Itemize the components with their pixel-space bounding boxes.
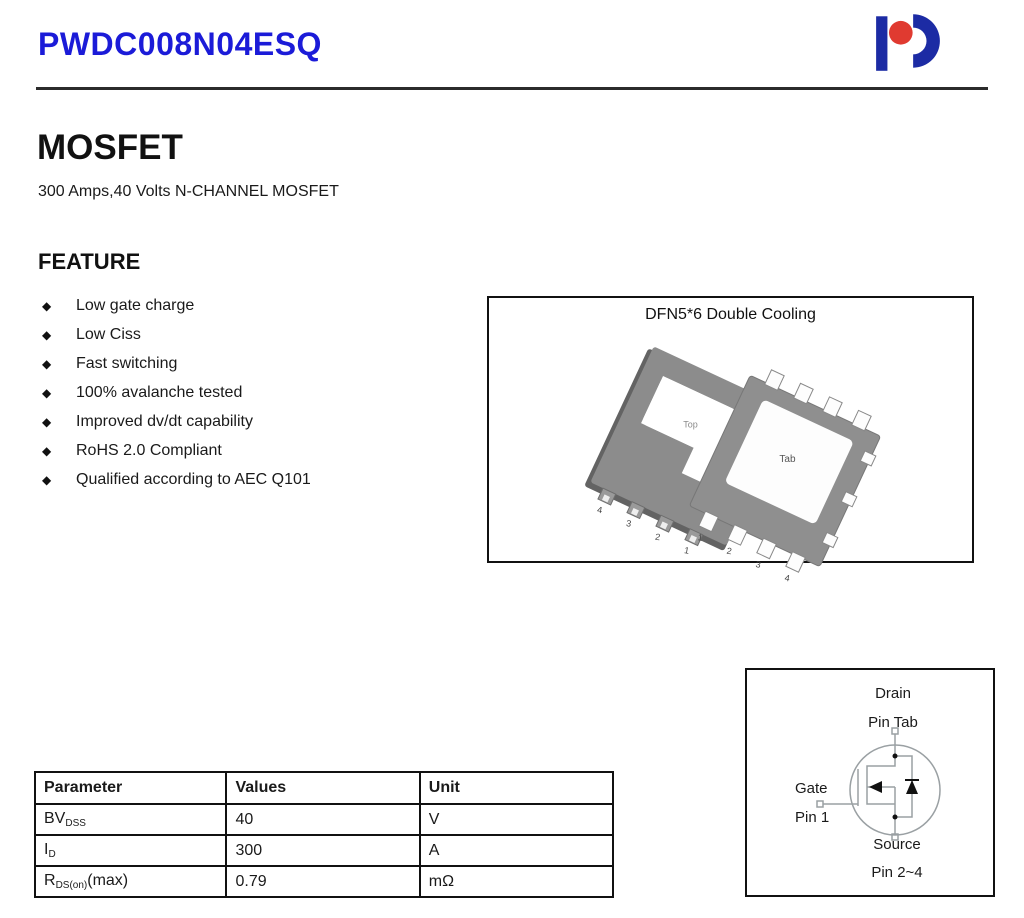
part-number-title: PWDC008N04ESQ bbox=[38, 26, 322, 62]
col-header-values: Values bbox=[226, 772, 419, 804]
parameter-subscript: DSS bbox=[65, 818, 86, 829]
col-header-unit: Unit bbox=[420, 772, 613, 804]
drain-pin-label: Pin Tab bbox=[868, 714, 918, 731]
feature-item bbox=[42, 442, 462, 471]
package-drawing bbox=[489, 328, 972, 584]
package-figure-box bbox=[487, 296, 974, 584]
diamond-bullet-icon: ◆ bbox=[42, 415, 52, 429]
pin-number: 3 bbox=[625, 518, 633, 529]
feature-item bbox=[42, 471, 462, 500]
feature-item-label: Low gate charge bbox=[76, 297, 195, 314]
package-figure-title: DFN5*6 Double Cooling bbox=[645, 306, 816, 323]
diamond-bullet-icon: ◆ bbox=[42, 473, 52, 487]
feature-item-label: Fast switching bbox=[76, 355, 178, 372]
mosfet-symbol-drawing bbox=[747, 670, 993, 895]
source-label: Source bbox=[873, 836, 921, 853]
pin-number: 1 bbox=[683, 545, 691, 556]
pin-number: 2 bbox=[654, 531, 662, 543]
product-title: MOSFET bbox=[37, 128, 183, 167]
feature-list bbox=[42, 297, 462, 500]
gate-label: Gate bbox=[795, 780, 828, 797]
package-bottom-view-label: Tab bbox=[779, 453, 796, 465]
feature-item bbox=[42, 297, 462, 326]
feature-item bbox=[42, 384, 462, 413]
feature-item bbox=[42, 326, 462, 355]
unit-cell: A bbox=[420, 835, 613, 866]
key-parameters-table bbox=[34, 771, 614, 898]
pin-number: 2 bbox=[725, 545, 733, 557]
value-cell: 0.79 bbox=[226, 866, 419, 897]
product-subtitle: 300 Amps,40 Volts N-CHANNEL MOSFET bbox=[38, 183, 339, 200]
feature-item bbox=[42, 413, 462, 442]
company-logo-icon bbox=[872, 8, 944, 76]
feature-item bbox=[42, 355, 462, 384]
parameter-subscript: DS(on) bbox=[55, 880, 88, 891]
unit-cell: V bbox=[420, 804, 613, 835]
pin-number: 4 bbox=[783, 572, 791, 584]
parameter-cell bbox=[35, 835, 226, 866]
value-cell: 300 bbox=[226, 835, 419, 866]
unit-cell: mΩ bbox=[420, 866, 613, 897]
col-header-parameter: Parameter bbox=[35, 772, 226, 804]
feature-item-label: Qualified according to AEC Q101 bbox=[76, 471, 311, 488]
mosfet-symbol-box bbox=[745, 668, 995, 897]
parameter-symbol: R bbox=[44, 872, 56, 889]
pin-number: 3 bbox=[754, 559, 762, 570]
feature-item-label: RoHS 2.0 Compliant bbox=[76, 442, 222, 459]
gate-pin-label: Pin 1 bbox=[795, 809, 830, 826]
diamond-bullet-icon: ◆ bbox=[42, 328, 52, 342]
source-pin-label: Pin 2~4 bbox=[871, 864, 923, 881]
header-divider bbox=[36, 87, 988, 90]
parameter-cell bbox=[35, 804, 226, 835]
parameter-symbol: I bbox=[44, 841, 49, 858]
drain-label: Drain bbox=[875, 685, 911, 702]
pin-number: 4 bbox=[596, 504, 604, 516]
feature-item-label: 100% avalanche tested bbox=[76, 384, 243, 401]
value-cell: 40 bbox=[226, 804, 419, 835]
diamond-bullet-icon: ◆ bbox=[42, 299, 52, 313]
pin-number: 1 bbox=[696, 532, 704, 543]
diamond-bullet-icon: ◆ bbox=[42, 357, 52, 371]
diamond-bullet-icon: ◆ bbox=[42, 444, 52, 458]
table-row bbox=[35, 835, 613, 866]
diamond-bullet-icon: ◆ bbox=[42, 386, 52, 400]
feature-item-label: Low Ciss bbox=[76, 326, 141, 343]
feature-heading: FEATURE bbox=[38, 249, 141, 274]
parameter-cell bbox=[35, 866, 226, 897]
table-row bbox=[35, 804, 613, 835]
parameter-subscript: D bbox=[48, 849, 56, 860]
parameter-symbol: BV bbox=[44, 810, 66, 827]
feature-item-label: Improved dv/dt capability bbox=[76, 413, 253, 430]
table-header-row bbox=[35, 772, 613, 804]
table-row bbox=[35, 866, 613, 897]
package-top-view-label: Top bbox=[683, 419, 698, 430]
parameter-suffix: (max) bbox=[87, 872, 129, 889]
